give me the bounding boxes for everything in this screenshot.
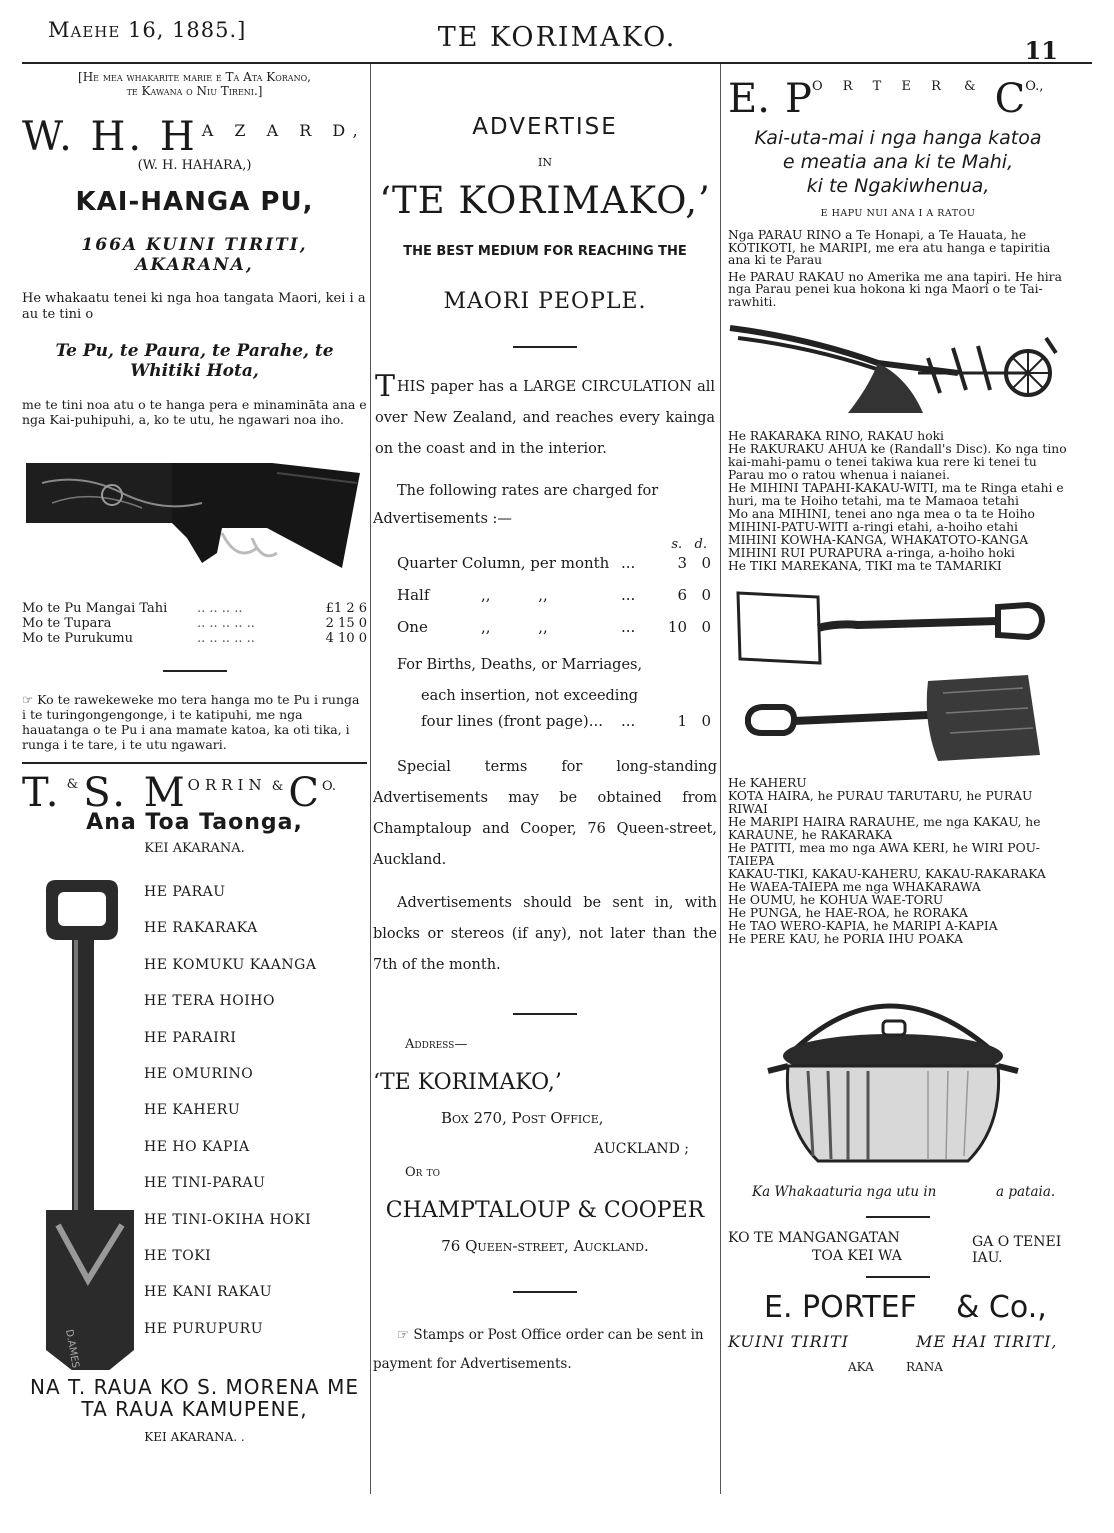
porter-item: He KAHERU xyxy=(728,776,807,790)
shovel-illustrations xyxy=(728,583,1068,763)
morrin-co: C xyxy=(288,770,322,816)
porter-c: C xyxy=(994,76,1026,122)
rate-label: One xyxy=(397,618,428,636)
rate-label: Quarter Column, per month xyxy=(397,554,610,572)
town-part-2: RANA xyxy=(906,1360,943,1374)
hazard-trade: KAI-HANGA PU, xyxy=(75,187,314,217)
porter-list-1 xyxy=(728,430,1068,573)
rate-row xyxy=(397,554,711,586)
circulation-text xyxy=(373,369,717,465)
births-shillings: 1 xyxy=(677,712,687,730)
shop-item: HE RAKARAKA xyxy=(144,920,258,937)
hazard-maori-name: (W. H. HAHARA,) xyxy=(137,158,252,173)
rate-label: Half xyxy=(397,586,430,604)
address-city: AUCKLAND ; xyxy=(593,1141,689,1157)
drop-cap: T xyxy=(375,369,396,404)
circulation-body: HIS paper has a LARGE CIRCULATION all over New Zealand, and reaches every kainga on the coast and in the interior. xyxy=(375,379,715,457)
hazard-intro: He whakaatu tenei ki nga hoa tangata Maori, kei i a au te tini o xyxy=(22,291,366,322)
shop-item: HE PURUPURU xyxy=(144,1320,264,1337)
pot-illustration xyxy=(728,976,1068,1176)
porter-item: He TAO WERO-KAPIA, he MARIPI A-KAPIA xyxy=(728,919,998,933)
caption-part-1: Ka Whakaaturia nga utu in xyxy=(752,1184,937,1200)
porter-tagline-2: e meatia ana ki te Mahi, xyxy=(782,151,1014,173)
rates-intro: The following rates are charged for Advertisements :— xyxy=(373,483,659,527)
porter-amp: & xyxy=(963,79,976,94)
pot-icon xyxy=(728,976,1058,1176)
advertise-heading: ADVERTISE xyxy=(472,114,618,140)
section-rule xyxy=(513,346,577,348)
signature-part-2: & Co., xyxy=(956,1290,1047,1325)
management-part-2: GA O TENEI xyxy=(972,1234,1062,1250)
note-line-2: te Kawana o Niu Tireni.] xyxy=(126,84,263,98)
morrin-s: S. M xyxy=(83,770,188,816)
morrin-amp: & xyxy=(66,777,79,792)
porter-item: He TIKI MAREKANA, TIKI ma te TAMARIKI xyxy=(728,559,1002,573)
advertise-in: IN xyxy=(538,156,552,169)
shop-item: HE KOMUKU KAANGA xyxy=(144,956,317,973)
column-advertise xyxy=(373,64,717,1379)
shovel-icon xyxy=(728,583,1058,763)
column-porter xyxy=(728,64,1068,1376)
plough-icon xyxy=(728,318,1058,418)
management-part-4: IAU. xyxy=(972,1250,1003,1266)
porter-e: E. xyxy=(728,76,770,122)
price-value: 2 15 0 xyxy=(325,616,367,631)
morrin-footer-2: TA RAUA KAMUPENE, xyxy=(81,1397,308,1421)
town-part-1: AKA xyxy=(848,1360,874,1374)
price-row xyxy=(22,616,367,631)
porter-item: Mo ana MIHINI, tenei ano nga mea o ta te Hoiho xyxy=(728,507,1035,521)
price-row xyxy=(22,631,367,646)
section-rule xyxy=(513,1013,577,1015)
rate-dots: ... xyxy=(621,618,636,636)
send-instructions: Advertisements should be sent in, with blocks or stereos (if any), not later than the 7th of the month. xyxy=(373,895,717,973)
porter-surname: O R T E R xyxy=(811,79,949,94)
masthead-title: TE KORIMAKO. xyxy=(437,22,677,53)
births-pence: 0 xyxy=(701,712,711,730)
porter-intro-1: Nga PARAU RINO a Te Honapi, a Te Hauata, he KOTIKOTI, he MARIPI, me era atu hanga e tapiritia ana ki te Parau xyxy=(728,228,1051,267)
morrin-surname: ORRIN xyxy=(187,776,267,794)
rate-shillings: 3 xyxy=(677,554,687,572)
porter-item: He RAKARAKA RINO, RAKAU hoki xyxy=(728,429,944,443)
street-part-1: KUINI TIRITI xyxy=(728,1332,849,1351)
morrin-amp-2: & xyxy=(271,779,284,794)
porter-signature xyxy=(728,1290,1068,1330)
special-terms: Special terms for long-standing Advertisements may be obtained from Champtaloup and Cooper, 76 Queen-street, Auckland. xyxy=(373,759,717,868)
shop-item: HE PARAIRI xyxy=(144,1029,237,1046)
rate-shillings: 10 xyxy=(667,618,687,636)
hazard-address: 166A KUINI TIRITI, AKARANA, xyxy=(81,235,308,275)
rate-dots: ... xyxy=(621,586,636,604)
morrin-co-suffix: O. xyxy=(321,779,336,794)
stamps-notice: ☞ Stamps or Post Office order can be sent in payment for Advertisements. xyxy=(373,1327,704,1372)
shop-item: HE KAHERU xyxy=(144,1102,241,1119)
hazard-initials: W. H. H xyxy=(22,114,198,160)
shop-item: HE OMURINO xyxy=(144,1065,254,1082)
shop-item: HE HO KAPIA xyxy=(144,1138,250,1155)
vice-regal-note xyxy=(22,70,367,98)
page-number: 11 xyxy=(1024,36,1058,65)
price-name: Mo te Pu Mangai Tahi xyxy=(22,601,168,616)
porter-co: O., xyxy=(1025,79,1044,94)
rate-pence: 0 xyxy=(701,554,711,572)
advertise-medium: THE BEST MEDIUM FOR REACHING THE xyxy=(403,244,687,259)
morrin-shop: Ana Toa Taonga, xyxy=(86,810,303,835)
shop-item: HE TERA HOIHO xyxy=(144,993,275,1010)
shotgun-icon xyxy=(22,453,362,573)
rate-ditto: ,, ,, xyxy=(481,586,548,604)
or-to-label: Or to xyxy=(405,1165,440,1180)
firm-name: CHAMPTALOUP & COOPER xyxy=(385,1198,705,1223)
firm-address: 76 Queen-street, Auckland. xyxy=(441,1237,649,1255)
rate-pence: 0 xyxy=(701,618,711,636)
rates-table xyxy=(373,554,717,744)
morrin-location: KEI AKARANA. xyxy=(144,841,245,856)
shop-item: HE TINI-OKIHA HOKI xyxy=(144,1211,312,1228)
births-line-2: each insertion, not exceeding xyxy=(421,688,639,704)
rate-shillings: 6 xyxy=(677,586,687,604)
porter-item: MIHINI-PATU-WITI a-ringi etahi, a-hoiho etahi xyxy=(728,520,1018,534)
management-note xyxy=(728,1230,1068,1270)
street-part-2: ME HAI TIRITI, xyxy=(916,1332,1058,1351)
porter-item: MIHINI RUI PURAPURA a-ringa, a-hoiho hoki xyxy=(728,546,1015,560)
births-dots: ... xyxy=(621,712,636,730)
section-rule xyxy=(513,1291,577,1293)
rate-ditto: ,, ,, xyxy=(481,618,548,636)
porter-hapu: E HAPU NUI ANA I A RATOU xyxy=(820,208,976,219)
shop-item: HE KANI RAKAU xyxy=(144,1284,273,1301)
address-label: Address— xyxy=(405,1037,468,1052)
signature-part-1: E. PORTEF xyxy=(764,1290,917,1325)
price-name: Mo te Purukumu xyxy=(22,631,133,646)
morrin-footer-1: NA T. RAUA KO S. MORENA ME xyxy=(30,1375,359,1399)
porter-tagline-3: ki te Ngakiwhenua, xyxy=(806,175,990,197)
caption-part-2: a pataia. xyxy=(996,1184,1056,1200)
porter-item: He OUMU, he KOHUA WAE-TORU xyxy=(728,893,944,907)
section-divider xyxy=(22,762,367,764)
column-divider-1 xyxy=(370,64,371,1494)
issue-date: Maehe 16, 1885.] xyxy=(48,18,247,42)
advertise-people: MAORI PEOPLE. xyxy=(443,289,647,314)
hazard-goods: Te Pu, te Paura, te Parahe, te Whitiki Hota, xyxy=(55,341,334,381)
hazard-desc: me te tini noa atu o te hanga pera e minamināta ana e nga Kai-puhipuhi, a, ko te utu, he ngawari noa iho. xyxy=(22,397,367,427)
porter-item: He RAKURAKU AHUA ke (Randall's Disc). Ko nga tino kai-mahi-pamu o tenei takiwa kua rere ki tenei tu Parau mo o ratou whenua i naianei. xyxy=(728,442,1067,482)
price-value: £1 2 6 xyxy=(325,601,367,616)
management-part-1: KO TE MANGANGATAN xyxy=(728,1230,900,1246)
price-dots: .. .. .. .. .. xyxy=(197,616,255,631)
note-line-1: [He mea whakarite marie e Ta Ata Korano, xyxy=(78,70,311,84)
porter-item: He MIHINI TAPAHI-KAKAU-WITI, ma te Ringa etahi e huri, ma te Hoiho tetahi, ma te Mamaoa tetahi xyxy=(728,481,1064,508)
column-divider-2 xyxy=(720,64,721,1494)
price-value: 4 10 0 xyxy=(325,631,367,646)
gun-price-list xyxy=(22,601,367,646)
column-hazard-morrin xyxy=(22,64,367,1444)
shop-item: HE TINI-PARAU xyxy=(144,1175,266,1192)
porter-town xyxy=(728,1360,1068,1376)
section-rule xyxy=(163,670,227,672)
shop-item: HE TOKI xyxy=(144,1247,212,1264)
porter-item: He MARIPI HAIRA RARAUHE, me nga KAKAU, he KARAUNE, he RAKARAKA xyxy=(728,815,1041,842)
morrin-goods xyxy=(22,880,367,1370)
porter-street xyxy=(728,1332,1068,1352)
spade-icon xyxy=(36,880,146,1370)
section-rule xyxy=(866,1276,930,1278)
price-row xyxy=(22,601,367,616)
price-dots: .. .. .. .. .. xyxy=(197,631,255,646)
hazard-name xyxy=(22,114,367,160)
births-line-1: For Births, Deaths, or Marriages, xyxy=(397,657,643,673)
births-row xyxy=(397,712,711,744)
porter-intro-2: He PARAU RAKAU no Amerika me ana tapiri. He hira nga Parau penei kua hokona ki nga Maori o te Tai-rawhiti. xyxy=(728,269,1062,309)
address-box: Box 270, Post Office, xyxy=(441,1109,604,1127)
rate-pence: 0 xyxy=(701,586,711,604)
porter-item: He PERE KAU, he PORIA IHU POAKA xyxy=(728,932,963,946)
porter-name xyxy=(728,76,1068,122)
gun-illustration xyxy=(22,453,367,573)
rate-row xyxy=(397,618,711,650)
porter-item: MIHINI KOWHA-KANGA, WHAKATOTO-KANGA xyxy=(728,533,1029,547)
spade-label: D.AMES xyxy=(63,1328,81,1369)
morrin-t: T. xyxy=(22,770,62,816)
porter-item: He PUNGA, he HAE-ROA, he RORAKA xyxy=(728,906,968,920)
porter-item: KOTA HAIRA, he PURAU TARUTARU, he PURAU RIWAI xyxy=(728,789,1033,816)
rates-units: s. d. xyxy=(671,537,707,552)
porter-tagline-1: Kai-uta-mai i nga hanga katoa xyxy=(754,127,1042,149)
porter-item: He PATITI, mea mo nga AWA KERI, he WIRI POU-TAIEPA xyxy=(728,841,1040,868)
address-paper: ‘TE KORIMAKO,’ xyxy=(373,1070,562,1095)
repair-notice: ☞ Ko te rawekeweke mo tera hanga mo te Pu i runga i te turingongengonge, i te katipuhi, me nga hauatanga o te Pu i ana mamate katoa, ka oti tika, i runga i te tare, i te utu ngawari. xyxy=(22,692,360,752)
porter-p: P xyxy=(785,76,812,122)
rate-dots: ... xyxy=(621,554,636,572)
porter-item: KAKAU-TIKI, KAKAU-KAHERU, KAKAU-RAKARAKA xyxy=(728,867,1046,881)
rate-row xyxy=(397,586,711,618)
porter-list-2 xyxy=(728,777,1068,946)
births-line-3: four lines (front page)... xyxy=(421,712,604,730)
management-part-3: TOA KEI WA xyxy=(812,1248,902,1264)
advertise-paper: ‘TE KORIMAKO,’ xyxy=(379,179,711,222)
porter-item: He WAEA-TAIEPA me nga WHAKARAWA xyxy=(728,880,981,894)
morrin-footer-3: KEI AKARANA. . xyxy=(144,1430,245,1444)
price-dots: .. .. .. .. xyxy=(197,601,243,616)
pot-caption xyxy=(728,1184,1068,1204)
section-rule xyxy=(866,1216,930,1218)
price-name: Mo te Tupara xyxy=(22,616,112,631)
plough-illustration xyxy=(728,318,1068,418)
hazard-surname: A Z A R D, xyxy=(201,121,366,140)
shop-item: HE PARAU xyxy=(144,884,226,900)
